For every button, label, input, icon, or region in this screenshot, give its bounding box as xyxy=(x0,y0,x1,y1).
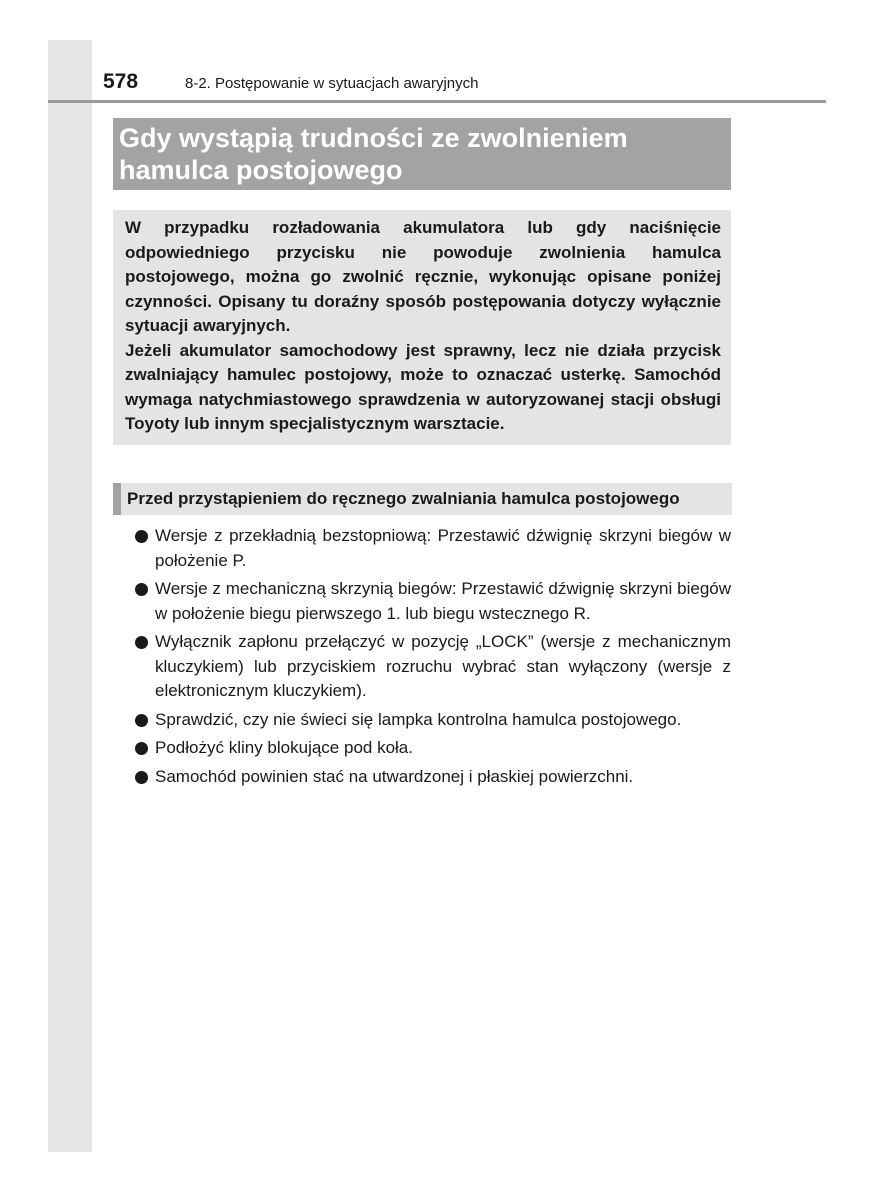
list-item xyxy=(133,524,731,573)
list-item xyxy=(133,708,731,733)
list-item-text: Sprawdzić, czy nie świeci się lampka kontrolna hamulca postojowego. xyxy=(155,709,682,729)
info-box xyxy=(113,210,731,445)
bullet-icon xyxy=(135,771,148,784)
list-item-text: Wersje z mechaniczną skrzynią biegów: Przestawić dźwignię skrzyni biegów w położenie biegu pierwszego 1. lub biegu wstecznego R. xyxy=(155,579,731,623)
bullet-icon xyxy=(135,636,148,649)
bullet-icon xyxy=(135,583,148,596)
bullet-icon xyxy=(135,742,148,755)
section-title: 8-2. Postępowanie w sytuacjach awaryjnych xyxy=(185,75,479,92)
list-item xyxy=(133,577,731,626)
list-item xyxy=(133,765,731,790)
list-item-text: Wersje z przekładnią bezstopniową: Przestawić dźwignię skrzyni biegów w położenie P. xyxy=(155,526,731,570)
info-paragraph: W przypadku rozładowania akumulatora lub gdy naciśnięcie odpowiedniego przycisku nie powoduje zwolnienia hamulca postojowego, można go zwolnić ręcznie, wykonując opisane poniżej czynności. Opisany tu doraźny sposób postępowania dotyczy wyłącznie sytuacji awaryjnych. xyxy=(125,218,721,335)
list-item-text: Podłożyć kliny blokujące pod koła. xyxy=(155,738,413,757)
subheading: Przed przystąpieniem do ręcznego zwalniania hamulca postojowego xyxy=(113,483,732,515)
bullet-icon xyxy=(135,530,148,543)
list-item-text: Wyłącznik zapłonu przełączyć w pozycję „LOCK” (wersje z mechanicznym kluczykiem) lub przyciskiem rozruchu wybrać stan wyłączony (wersje z elektronicznym kluczykiem). xyxy=(155,632,731,700)
list-item xyxy=(133,736,731,761)
header-divider xyxy=(48,100,826,103)
page-title: Gdy wystąpią trudności ze zwolnieniem hamulca postojowego xyxy=(113,118,731,190)
margin-strip xyxy=(48,40,92,1152)
page-number: 578 xyxy=(103,70,139,93)
bullet-icon xyxy=(135,714,148,727)
list-item-text: Samochód powinien stać na utwardzonej i płaskiej powierzchni. xyxy=(155,766,634,786)
list-item xyxy=(133,630,731,704)
info-paragraph: Jeżeli akumulator samochodowy jest sprawny, lecz nie działa przycisk zwalniający hamulec postojowy, może to oznaczać usterkę. Samochód wymaga natychmiastowego sprawdzenia w autoryzowanej stacji obsługi Toyoty lub innym specjalistycznym warsztacie. xyxy=(125,340,721,433)
bullet-list xyxy=(133,524,731,793)
